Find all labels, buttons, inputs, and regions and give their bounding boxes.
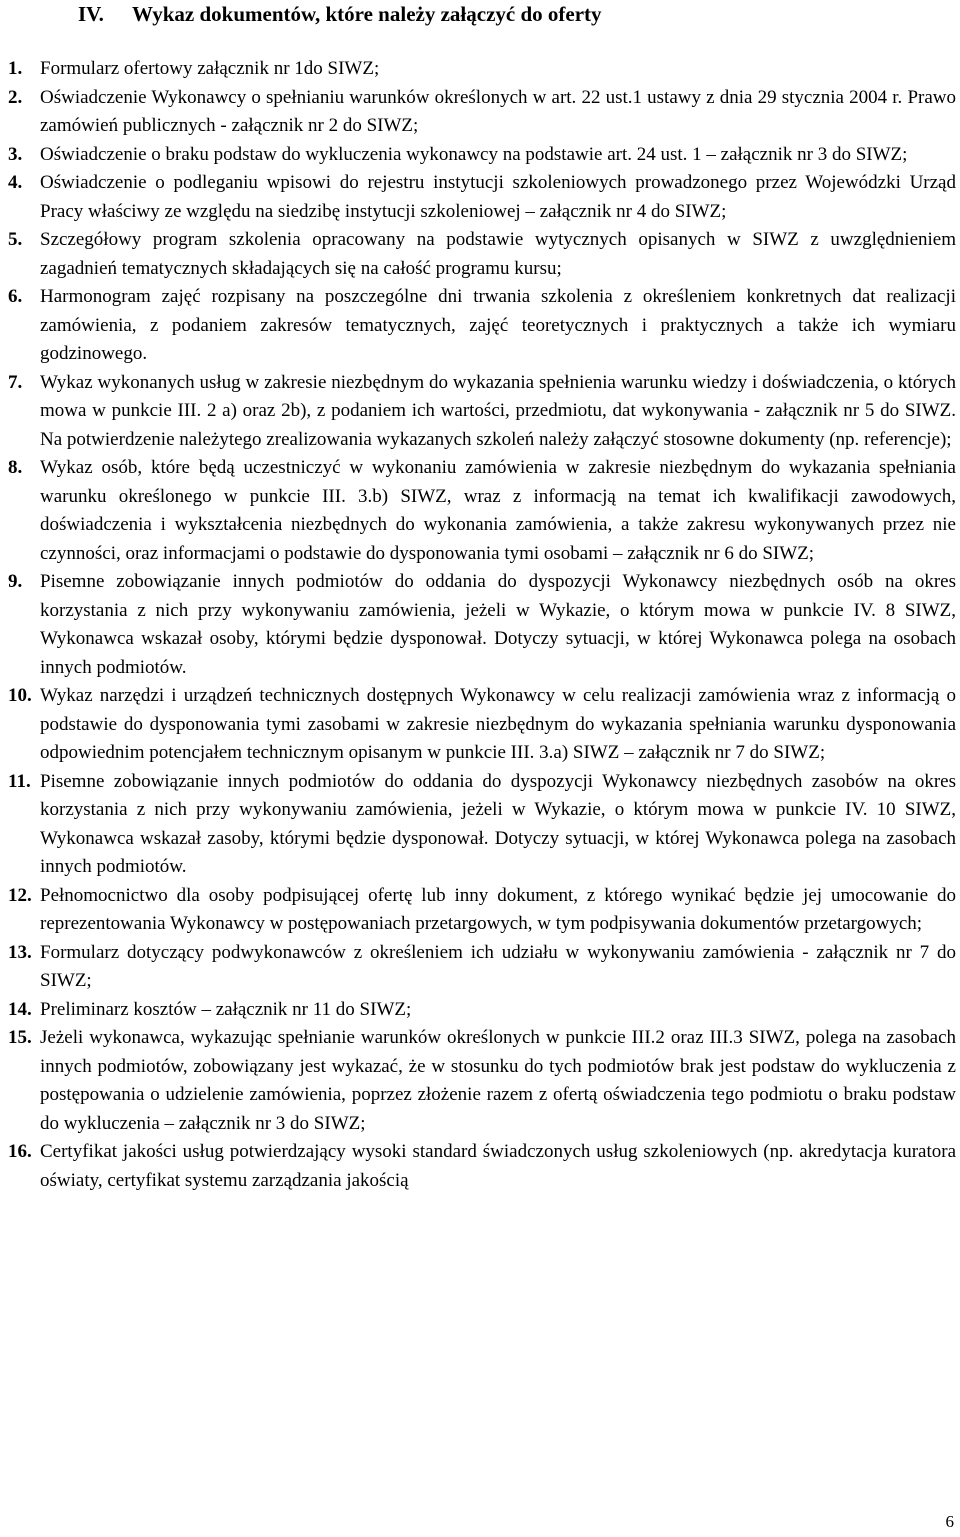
section-number: IV. (78, 2, 104, 26)
list-item (8, 996, 956, 1025)
page-number: 6 (945, 1512, 954, 1531)
list-item (8, 283, 956, 369)
item-number: 6. (8, 286, 23, 307)
item-text: Pisemne zobowiązanie innych podmiotów do oddania do dyspozycji Wykonawcy niezbędnych osób na okres korzystania z nich przy wykonywaniu zamówienia, jeżeli w Wykazie, o którym mowa w punkcie IV. 8 SIWZ, Wykonawca wskazał osoby, którymi będzie dysponował. Dotyczy sytuacji, w której Wykonawca polega na osobach innych podmiotów. (40, 571, 956, 678)
list-item (8, 169, 956, 226)
item-number: 11. (8, 770, 31, 792)
list-item (8, 84, 956, 141)
item-number: 1. (8, 58, 23, 79)
item-number: 9. (8, 571, 23, 592)
item-number: 16. (8, 1141, 32, 1162)
list-item (8, 1024, 956, 1138)
item-number: 7. (8, 371, 23, 393)
item-text: Formularz ofertowy załącznik nr 1do SIWZ; (40, 58, 380, 79)
item-text: Pisemne zobowiązanie innych podmiotów do oddania do dyspozycji Wykonawcy niezbędnych zasobów na okres korzystania z nich przy wykonywaniu zamówienia, jeżeli w Wykazie, o którym mowa w punkcie IV. 10 SIWZ, Wykonawca wskazał zasoby, którymi będzie dysponował. Dotyczy sytuacji, w której Wykonawca polega na zasobach innych podmiotów. (40, 770, 956, 877)
item-number: 8. (8, 457, 23, 478)
item-number: 2. (8, 86, 23, 108)
item-text: Oświadczenie Wykonawcy o spełnianiu warunków określonych w art. 22 ust.1 ustawy z dnia 29 stycznia 2004 r. Prawo zamówień publicznych - załącznik nr 2 do SIWZ; (40, 86, 956, 136)
list-item (8, 454, 956, 568)
item-text: Wykaz wykonanych usług w zakresie niezbędnym do wykazania spełnienia warunku wiedzy i doświadczenia, o których mowa w punkcie III. 2 a) oraz 2b), z podaniem ich wartości, przedmiotu, dat wykonywania - załącznik nr 5 do SIWZ. Na potwierdzenie należytego zrealizowania wykazanych szkoleń należy załączyć stosowne dokumenty (np. referencje); (40, 371, 956, 450)
item-text: Preliminarz kosztów – załącznik nr 11 do SIWZ; (40, 998, 412, 1020)
list-item (8, 939, 956, 996)
list-item (8, 1138, 956, 1195)
list-item (8, 882, 956, 939)
item-text: Wykaz osób, które będą uczestniczyć w wykonaniu zamówienia w zakresie niezbędnym do wykazania spełniania warunku określonego w punkcie III. 3.b) SIWZ, wraz z informacją na temat ich kwalifikacji zawodowych, doświadczenia i wykształcenia niezbędnych do wykonania zamówienia, a także zakresu wykonywanych przez nie czynności, oraz informacjami o podstawie do dysponowania tymi osobami – załącznik nr 6 do SIWZ; (40, 457, 956, 564)
list-item (8, 568, 956, 682)
section-heading (78, 0, 602, 28)
item-text: Pełnomocnictwo dla osoby podpisującej ofertę lub inny dokument, z którego wynikać będzie jej umocowanie do reprezentowania Wykonawcy w postępowaniach przetargowych, w tym podpisywania dokumentów przetargowych; (40, 884, 956, 934)
list-item (8, 682, 956, 768)
item-text: Oświadczenie o braku podstaw do wykluczenia wykonawcy na podstawie art. 24 ust. 1 – załącznik nr 3 do SIWZ; (40, 143, 908, 165)
list-item (8, 55, 956, 84)
list-item (8, 141, 956, 170)
item-text: Formularz dotyczący podwykonawców z określeniem ich udziału w wykonywaniu zamówienia - załącznik nr 7 do SIWZ; (40, 941, 956, 991)
item-number: 12. (8, 884, 32, 906)
item-number: 13. (8, 941, 32, 963)
item-number: 5. (8, 229, 23, 250)
item-text: Jeżeli wykonawca, wykazując spełnianie warunków określonych w punkcie III.2 oraz III.3 SIWZ, polega na zasobach innych podmiotów, zobowiązany jest wykazać, że w stosunku do tych podmiotów brak jest podstaw do wykluczenia z postępowania o udzielenie zamówienia, poprzez złożenie razem z ofertą oświadczenia tego podmiotu o braku podstaw do wykluczenia – załącznik nr 3 do SIWZ; (40, 1027, 956, 1134)
item-number: 4. (8, 172, 23, 193)
item-text: Szczegółowy program szkolenia opracowany na podstawie wytycznych opisanych w SIWZ z uwzględnieniem zagadnień tematycznych składających się na całość programu kursu; (40, 229, 956, 279)
item-number: 3. (8, 143, 23, 165)
item-text: Harmonogram zajęć rozpisany na poszczególne dni trwania szkolenia z określeniem konkretnych dat realizacji zamówienia, z podaniem zakresów tematycznych, zajęć teoretycznych i praktycznych a także ich wymiaru godzinowego. (40, 286, 956, 364)
list-item (8, 226, 956, 283)
item-text: Oświadczenie o podleganiu wpisowi do rejestru instytucji szkoleniowych prowadzonego przez Wojewódzki Urząd Pracy właściwy ze względu na siedzibę instytucji szkoleniowej – załącznik nr 4 do SIWZ; (40, 172, 956, 222)
list-item (8, 768, 956, 882)
item-number: 10. (8, 685, 32, 706)
list-item (8, 369, 956, 455)
documents-list (8, 55, 956, 1195)
item-number: 14. (8, 998, 32, 1020)
section-title: Wykaz dokumentów, które należy załączyć do oferty (132, 2, 602, 26)
item-text: Wykaz narzędzi i urządzeń technicznych dostępnych Wykonawcy w celu realizacji zamówienia wraz z informacją o podstawie do dysponowania tymi zasobami w zakresie niezbędnym do wykazania spełniania warunku dysponowania odpowiednim potencjałem technicznym opisanym w punkcie III. 3.a) SIWZ – załącznik nr 7 do SIWZ; (40, 685, 956, 763)
item-number: 15. (8, 1027, 32, 1048)
item-text: Certyfikat jakości usług potwierdzający wysoki standard świadczonych usług szkoleniowych (np. akredytacja kuratora oświaty, certyfikat systemu zarządzania jakością (40, 1141, 956, 1191)
